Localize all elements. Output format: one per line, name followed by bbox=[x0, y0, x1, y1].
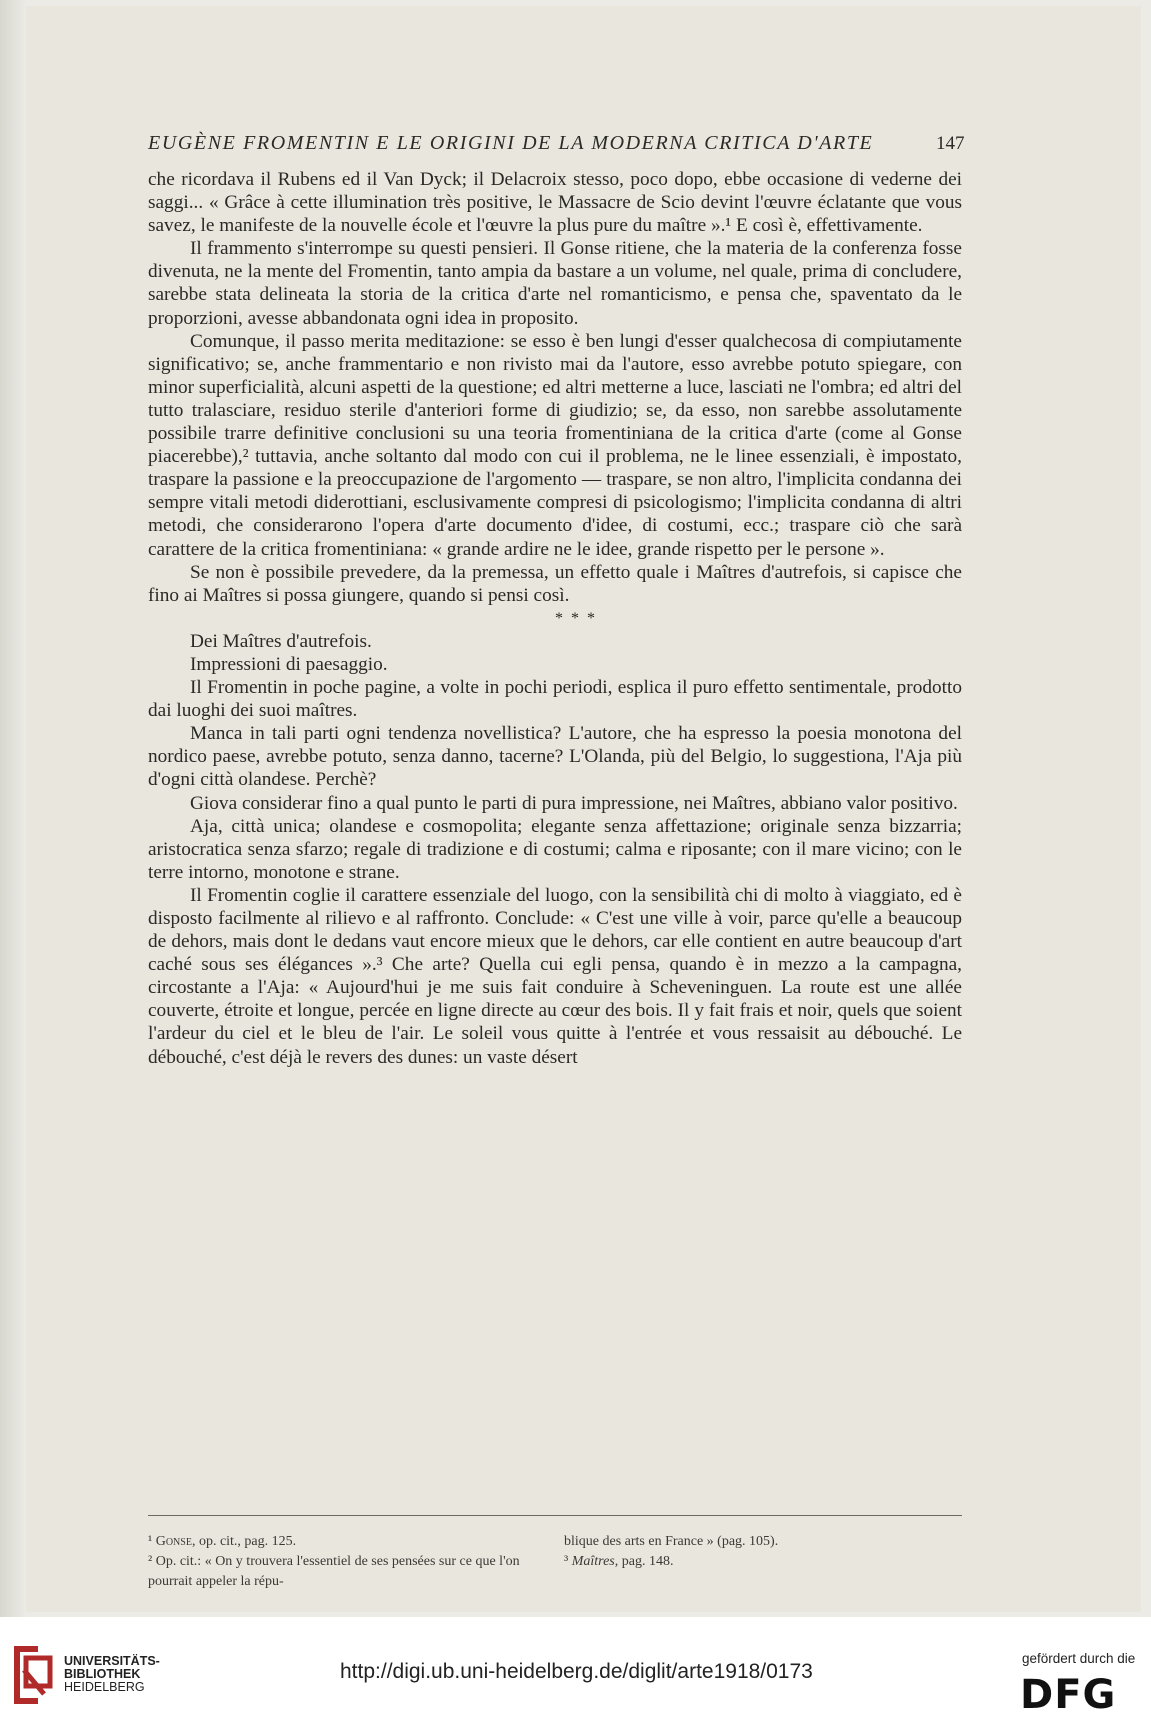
footnote-mark: ¹ bbox=[148, 1534, 153, 1549]
paragraph: Il Fromentin coglie il carattere essenziale del luogo, con la sensibilità chi di molto à viaggiato, ed è disposto facilmente al rilievo e al raffronto. Conclude: « C'est une ville à voir, parce qu'elle a beaucoup de dehors, mais dont le dedans vaut encore mieux que le dehors, car elle contient en autre beaucoup d'art caché sous ses élégances ».³ Che arte? Quella cui egli pensa, quando è in mezzo a la campagna, circostante a l'Aja: « Aujourd'hui je me suis fait conduire à Scheveninguen. La route est une allée couverte, étroite et longue, percée en ligne directe au cœur des bois. Il y fait frais et noir, quels que soient l'ardeur du ciel et le bleu de l'air. Le soleil vous quitte à l'entrée et vous ressaisit au débouché. Le débouché, c'est déjà le revers des dunes: un vaste désert bbox=[148, 884, 962, 1068]
library-line: BIBLIOTHEK bbox=[64, 1667, 141, 1681]
footnote-2 bbox=[148, 1552, 552, 1592]
footnote-1 bbox=[148, 1532, 552, 1552]
footnotes-left-column bbox=[148, 1532, 552, 1592]
paragraph: Il frammento s'interrompe su questi pensieri. Il Gonse ritiene, che la materia de la conferenza fosse divenuta, ne la mente del Fromentin, tanto ampia da bastare a un volume, nel quale, prima di concludere, sarebbe stata delineata la storia de la critica d'arte nel romanticismo, e pensa che, spaventato da le proporzioni, avesse abbandonata ogni idea in proposito. bbox=[148, 238, 962, 329]
university-library-logo-icon bbox=[10, 1640, 54, 1710]
paragraph: Il Fromentin in poche pagine, a volte in pochi periodi, esplica il puro effetto sentimentale, prodotto dai luoghi dei suoi maîtres. bbox=[148, 677, 962, 722]
footnote-mark: ³ bbox=[564, 1554, 569, 1569]
dfg-logo: DFG bbox=[1020, 1672, 1117, 1718]
permalink[interactable]: http://digi.ub.uni-heidelberg.de/diglit/arte1918/0173 bbox=[340, 1660, 813, 1683]
paragraph: che ricordava il Rubens ed il Van Dyck; il Delacroix stesso, poco dopo, ebbe occasione di vederne dei saggi... « Grâce à cette illumination très positive, le Massacre de Scio devint l'œuvre éclatante que vous savez, le manifeste de la nouvelle école et l'œuvre la plus pure du maître ».¹ E così è, effettivamente. bbox=[148, 169, 962, 237]
section-separator: * * * bbox=[555, 609, 597, 627]
footnote-2-continued: blique des arts en France » (pag. 105). bbox=[564, 1534, 779, 1549]
library-name bbox=[64, 1655, 160, 1694]
paragraph: Aja, città unica; olandese e cosmopolita; elegante senza affettazione; originale senza bizzarria; aristocratica senza sfarzo; regale di tradizione e di costumi; calma e riposante; con il mare vicino; con le terre intorno, monotone e strane. bbox=[148, 815, 962, 883]
section-heading: Dei Maîtres d'autrefois. bbox=[190, 630, 372, 652]
running-title: EUGÈNE FROMENTIN E LE ORIGINI DE LA MODERNA CRITICA D'ARTE bbox=[148, 132, 874, 154]
footnote-text: Op. cit.: « On y trouvera l'essentiel de ses pensées sur ce que l'on pourrait appeler la répu- bbox=[148, 1554, 520, 1589]
paragraph: Comunque, il passo merita meditazione: se esso è ben lungi d'esser qualchecosa di compiutamente significativo; se, anche frammentario e non rivisto mai da l'autore, esso avrebbe potuto spiegare, con minor superficialità, alcuni aspetti de la questione; ed altri metterne a luce, lasciati ne l'ombra; ed altri del tutto tralasciare, residuo sterile d'anteriori forme di giudizio; se, da esso, non sarebbe assolutamente possibile trarre definitive conclusioni su una teoria fromentiniana de la critica d'arte (come al Gonse piacerebbe),² tuttavia, anche soltanto dal modo con cui il problema, ne le linee essenziali, è impostato, traspare la passione e la preoccupazione de l'argomento — traspare, se non altro, l'implicita condanna dei sempre vitali metodi diderottiani, esclusivamente compresi di psicologismo; l'implicita condanna di altri metodi, che considerarono l'opera d'arte documento d'idee, di costumi, ecc.; traspare ciò che sarà carattere de la critica fromentiniana: « grande ardire ne le idee, grande rispetto per le persone ». bbox=[148, 330, 962, 560]
section-subheading: Impressioni di paesaggio. bbox=[190, 653, 388, 675]
page-number: 147 bbox=[936, 133, 965, 154]
library-line: HEIDELBERG bbox=[64, 1680, 145, 1694]
paragraph: Giova considerar fino a qual punto le parti di pura impressione, nei Maîtres, abbiano valor positivo. bbox=[190, 792, 958, 814]
footnote-rule bbox=[148, 1515, 962, 1516]
footnote-text: , op. cit., pag. 125. bbox=[191, 1534, 297, 1549]
footnotes-right-column bbox=[564, 1532, 962, 1572]
footnote-title: Maîtres bbox=[571, 1554, 615, 1569]
library-line: UNIVERSITÄTS- bbox=[64, 1654, 160, 1668]
paragraph: Se non è possibile prevedere, da la premessa, un effetto quale i Maîtres d'autrefois, si capisce che fino ai Maîtres si possa giungere, quando si pensi così. bbox=[148, 561, 962, 606]
sponsor-caption: gefördert durch die bbox=[1022, 1651, 1136, 1666]
page-gutter-shadow bbox=[0, 0, 26, 1617]
footnote-author: Gonse bbox=[155, 1534, 192, 1549]
footnote-3 bbox=[564, 1552, 962, 1572]
footnote-text: , pag. 148. bbox=[614, 1554, 674, 1569]
paragraph: Manca in tali parti ogni tendenza novellistica? L'autore, che ha espresso la poesia monotona del nordico paese, avrebbe potuto, senza danno, tacerne? L'Olanda, più del Belgio, lo suggestiona, l'Aja più d'ogni città olandese. Perchè? bbox=[148, 723, 962, 791]
footnote-mark: ² bbox=[148, 1554, 153, 1569]
body-text bbox=[148, 168, 962, 1069]
